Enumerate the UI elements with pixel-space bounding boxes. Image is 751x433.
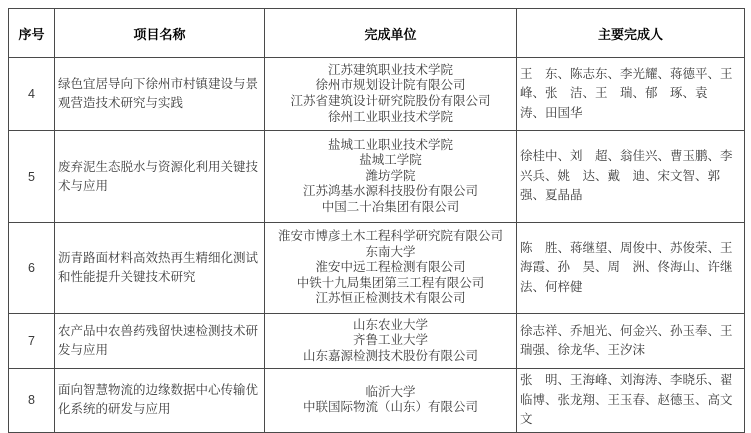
unit-line: 齐鲁工业大学 xyxy=(352,333,428,348)
row-number: 6 xyxy=(9,223,55,314)
unit-line: 东南大学 xyxy=(365,244,416,259)
unit-line: 淮安市博彦土木工程科学研究院有限公司 xyxy=(277,229,503,244)
unit-line: 山东农业大学 xyxy=(352,317,428,332)
unit-line: 潍坊学院 xyxy=(365,168,416,183)
header-no: 序号 xyxy=(9,9,55,58)
projects-table xyxy=(8,8,745,433)
project-name: 农产品中农兽药残留快速检测技术研发与应用 xyxy=(55,314,265,369)
table-row xyxy=(9,369,745,433)
row-number: 5 xyxy=(9,131,55,223)
table-row xyxy=(9,131,745,223)
unit-line: 临沂大学 xyxy=(365,384,416,399)
unit-line: 江苏恒正检测技术有限公司 xyxy=(315,291,466,306)
units-cell xyxy=(265,223,517,314)
header-units: 完成单位 xyxy=(265,9,517,58)
unit-line: 江苏建筑职业技术学院 xyxy=(327,62,453,77)
unit-line: 徐州工业职业技术学院 xyxy=(327,109,453,124)
unit-line: 江苏省建筑设计研究院股份有限公司 xyxy=(290,94,491,108)
unit-line: 中铁十九局集团第三工程有限公司 xyxy=(296,275,485,290)
row-number: 8 xyxy=(9,369,55,433)
row-number: 4 xyxy=(9,58,55,131)
table-row xyxy=(9,314,745,369)
people-cell: 徐志祥、乔旭光、何金兴、孙玉奉、王瑞强、徐龙华、王汐沫 xyxy=(517,314,745,369)
units-cell xyxy=(265,369,517,433)
header-project: 项目名称 xyxy=(55,9,265,58)
project-name: 废弃泥生态脱水与资源化利用关键技术与应用 xyxy=(55,131,265,223)
header-people: 主要完成人 xyxy=(517,9,745,58)
units-cell xyxy=(265,58,517,131)
unit-line: 盐城工业职业技术学院 xyxy=(327,137,453,152)
row-number: 7 xyxy=(9,314,55,369)
unit-line: 盐城工学院 xyxy=(359,153,422,168)
units-cell xyxy=(265,314,517,369)
unit-line: 中国二十冶集团有限公司 xyxy=(321,199,460,214)
people-cell: 王 东、陈志东、李光耀、蒋德平、王 峰、张 洁、王 瑞、郁 琢、袁 涛、田国华 xyxy=(517,58,745,131)
unit-line: 淮安中远工程检测有限公司 xyxy=(315,260,466,275)
project-name: 绿色宜居导向下徐州市村镇建设与景观营造技术研究与实践 xyxy=(55,58,265,131)
unit-line: 徐州市规划设计院有限公司 xyxy=(315,78,466,93)
unit-line: 中联国际物流（山东）有限公司 xyxy=(302,400,478,415)
table-row xyxy=(9,58,745,131)
project-name: 沥青路面材料高效热再生精细化测试和性能提升关键技术研究 xyxy=(55,223,265,314)
unit-line: 江苏鸿基水源科技股份有限公司 xyxy=(302,184,478,199)
units-cell xyxy=(265,131,517,223)
table-header-row xyxy=(9,9,745,58)
people-cell: 徐桂中、刘 超、翁佳兴、曹玉鹏、李兴兵、姚 达、戴 迪、宋文智、郭 强、夏晶晶 xyxy=(517,131,745,223)
people-cell: 陈 胜、蒋继望、周俊中、苏俊荣、王海霞、孙 昊、周 洲、佟海山、许继法、何梓健 xyxy=(517,223,745,314)
table-row xyxy=(9,223,745,314)
people-cell: 张 明、王海峰、刘海涛、李晓乐、翟临博、张龙翔、王玉春、赵德玉、高文文 xyxy=(517,369,745,433)
project-name: 面向智慧物流的边缘数据中心传输优化系统的研发与应用 xyxy=(55,369,265,433)
unit-line: 山东嘉源检测技术股份有限公司 xyxy=(302,348,478,363)
